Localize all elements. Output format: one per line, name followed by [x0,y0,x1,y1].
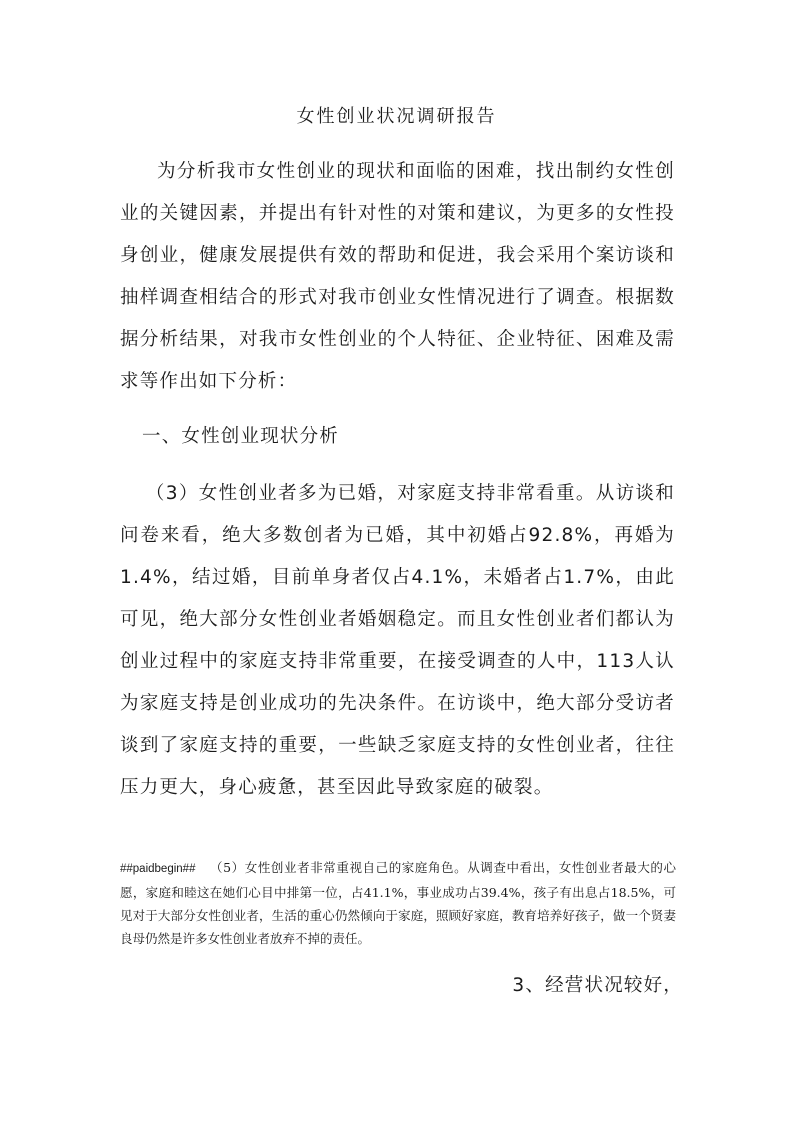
point-3-paragraph: （3）女性创业者多为已婚，对家庭支持非常看重。从访谈和问卷来看，绝大多数创者为已婚，其中初婚占92.8%，再婚为1.4%，结过婚，目前单身者仅占4.1%，未婚者占1.7%，由此可见，绝大部分女性创业者婚姻稳定。而且女性创业者们都认为创业过程中的家庭支持非常重要，在接受调查的人中，113人认为家庭支持是创业成功的先决条件。在访谈中，绝大部分受访者谈到了家庭支持的重要，一些缺乏家庭支持的女性创业者，往往压力更大，身心疲惫，甚至因此导致家庭的破裂。 [120,483,675,798]
trailing-heading-fragment: 3、经营状况较好， [512,975,683,996]
point-5-paragraph-block [120,856,676,950]
paid-begin-marker: ##paidbegin## [120,863,196,875]
document-title: 女性创业状况调研报告 [296,106,497,127]
intro-paragraph: 为分析我市女性创业的现状和面临的困难，找出制约女性创业的关键因素，并提出有针对性的对策和建议，为更多的女性投身创业，健康发展提供有效的帮助和促进，我会采用个案访谈和抽样调查相结合的形式对我市创业女性情况进行了调查。根据数据分析结果，对我市女性创业的个人特征、企业特征、困难及需求等作出如下分析： [120,161,675,392]
section-heading: 一、女性创业现状分析 [142,426,340,447]
point-5-paragraph: （5）女性创业者非常重视自己的家庭角色。从调查中看出，女性创业者最大的心愿，家庭和睦这在她们心目中排第一位，占41.1%，事业成功占39.4%，孩子有出息占18.5%，可见对于大部分女性创业者，生活的重心仍然倾向于家庭，照顾好家庭，教育培养好孩子，做一个贤妻良母仍然是许多女性创业者放弃不掉的责任。 [120,860,676,946]
